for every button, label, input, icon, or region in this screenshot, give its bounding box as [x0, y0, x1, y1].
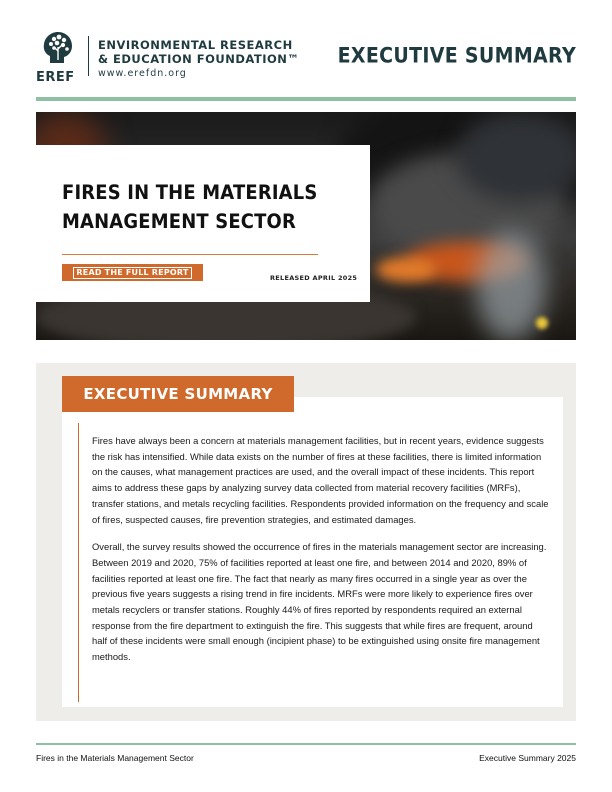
page-header — [0, 0, 612, 100]
smoke-cloud — [456, 112, 576, 202]
org-name-line-1: ENVIRONMENTAL RESEARCH — [98, 38, 293, 52]
summary-heading: EXECUTIVE SUMMARY — [62, 376, 294, 412]
read-full-report-button[interactable] — [62, 264, 203, 281]
summary-paragraph: Overall, the survey results showed the occurrence of fires in the materials management sector are increasing. Between 2019 and 2020, 75% of facilities reported at least one fire, and between 2014 and 2020, 89% of facilities reported at least one fire. The fact that nearly as many fires occurred in a single year as over the previous five years suggests a rising trend in fire incidents. MRFs were more likely to experience fires over metals recyclers or transfer stations. Roughly 44% of fires reported by respondents required an external response from the fire department to extinguish the fire. This suggests that while fires are frequent, around half of these incidents were small enough (incipient phase) to be extinguished using onsite fire management methods. — [92, 541, 547, 663]
logo-divider — [88, 36, 89, 76]
release-date: RELEASED APRIL 2025 — [270, 274, 358, 282]
report-title: FIRES IN THE MATERIALS MANAGEMENT SECTOR — [62, 181, 318, 233]
summary-accent-line — [78, 423, 79, 702]
tree-head-icon — [40, 30, 76, 64]
logo-wordmark: EREF — [36, 70, 75, 85]
summary-body — [92, 433, 550, 665]
header-divider — [36, 97, 576, 101]
fire-flames — [376, 257, 436, 282]
org-url-link[interactable]: www.erefdn.org — [98, 68, 187, 79]
footer-document-title: Fires in the Materials Management Sector — [36, 753, 194, 763]
page-title: EXECUTIVE SUMMARY — [337, 43, 576, 69]
org-name-block — [98, 38, 299, 79]
read-full-report-label: READ THE FULL REPORT — [73, 267, 191, 279]
helmet-highlight — [536, 317, 548, 329]
eref-logo — [36, 30, 84, 85]
footer-section-label: Executive Summary 2025 — [479, 753, 576, 763]
org-name-line-2: & EDUCATION FOUNDATION™ — [98, 52, 300, 66]
summary-paragraph: Fires have always been a concern at materials management facilities, but in recent years, evidence suggests the risk has intensified. While data exists on the number of fires at these facilities, there is limited information on the causes, what management practices are used, and the overall impact of these incidents. This report aims to address these gaps by analyzing survey data collected from material recovery facilities (MRFs), transfer stations, and metals recycling facilities. Respondents provided information on the frequency and scale of fires, suspected causes, fire prevention strategies, and estimated damages. — [92, 435, 549, 525]
hero-divider — [62, 254, 318, 255]
footer-divider — [36, 743, 576, 745]
